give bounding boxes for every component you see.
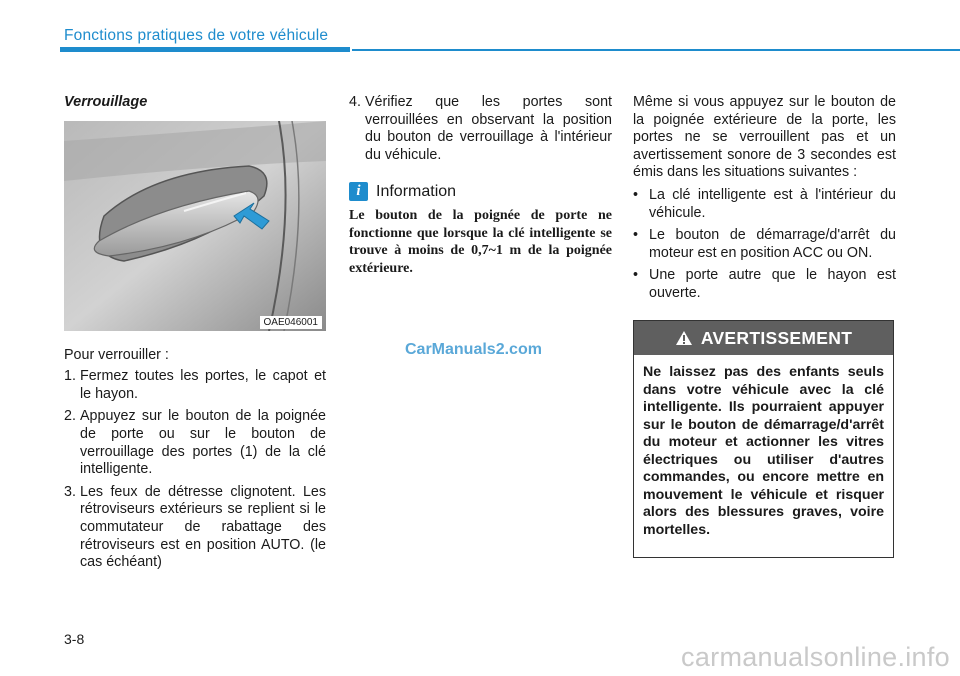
step-number: 2.	[64, 408, 76, 425]
bullet-icon: •	[633, 186, 639, 203]
warning-conditions-intro: Même si vous appuyez sur le bouton de la poignée extérieure de la porte, les portes ne se verrouillent pas et un avertissement sonore de 3 secondes est émis dans les situations suivantes :	[633, 94, 896, 181]
step-text: Les feux de détresse clignotent. Les rétroviseurs extérieurs se replient si le commutateur de rabattage des rétroviseurs est en position AUTO. (le cas échéant)	[80, 483, 326, 571]
middle-column	[349, 94, 612, 277]
list-item	[633, 227, 896, 262]
photo-code: OAE046001	[260, 316, 323, 329]
step-number: 4.	[349, 94, 361, 110]
door-handle-photo	[64, 121, 326, 331]
header-rule-thick	[60, 47, 350, 52]
lock-intro: Pour verrouiller :	[64, 346, 169, 363]
step-text: Vérifiez que les portes sont verrouillées en observant la position du bouton de verrouillage à l'intérieur du véhicule.	[365, 94, 612, 163]
warning-title: AVERTISSEMENT	[700, 327, 853, 348]
bullet-icon: •	[633, 227, 639, 244]
information-header	[349, 182, 612, 201]
list-item	[64, 484, 326, 572]
warning-triangle-icon	[675, 330, 693, 346]
bullet-icon: •	[633, 267, 639, 284]
watermark-site: carmanualsonline.info	[681, 642, 950, 672]
warning-box	[633, 320, 894, 558]
left-column	[64, 94, 326, 577]
section-header-title: Fonctions pratiques de votre véhicule	[64, 27, 329, 44]
warning-text: Ne laissez pas des enfants seuls dans votre véhicule avec la clé intelligente. Ils pourraient appuyer sur le bouton de démarrage/d'arrêt du moteur et actionner les vitres électriques ou utiliser d'autres commandes, ou encore mettre en mouvement le véhicule et risquer alors des blessures graves, voire mortelles.	[643, 364, 884, 538]
header-rule-thin	[352, 49, 960, 51]
door-handle-illustration	[64, 121, 326, 331]
list-item	[349, 94, 612, 164]
warning-header	[634, 321, 893, 355]
condition-text: Le bouton de démarrage/d'arrêt du moteur est en position ACC ou ON.	[649, 227, 896, 261]
list-item	[64, 408, 326, 478]
list-item	[633, 267, 896, 302]
list-item	[64, 368, 326, 403]
condition-text: La clé intelligente est à l'intérieur du véhicule.	[649, 186, 896, 221]
conditions-list	[633, 187, 896, 303]
page-number: 3-8	[64, 631, 85, 647]
step-text: Fermez toutes les portes, le capot et le hayon.	[80, 368, 326, 402]
information-title: Information	[376, 183, 457, 201]
info-icon: i	[349, 182, 368, 201]
list-item	[633, 187, 896, 222]
step-text: Appuyez sur le bouton de la poignée de porte ou sur le bouton de verrouillage des portes (1) de la clé intelligente.	[80, 408, 326, 478]
step-number: 3.	[64, 483, 76, 500]
lock-steps	[64, 368, 326, 572]
right-column	[633, 94, 896, 308]
step-number: 1.	[64, 368, 76, 385]
information-text: Le bouton de la poignée de porte ne fonctionne que lorsque la clé intelligente se trouve à moins de 0,7~1 m de la poignée extérieure.	[349, 208, 612, 276]
condition-text: Une porte autre que le hayon est ouverte.	[649, 267, 896, 301]
section-title: Verrouillage	[64, 94, 148, 110]
watermark-carmanuals: CarManuals2.com	[405, 341, 542, 358]
